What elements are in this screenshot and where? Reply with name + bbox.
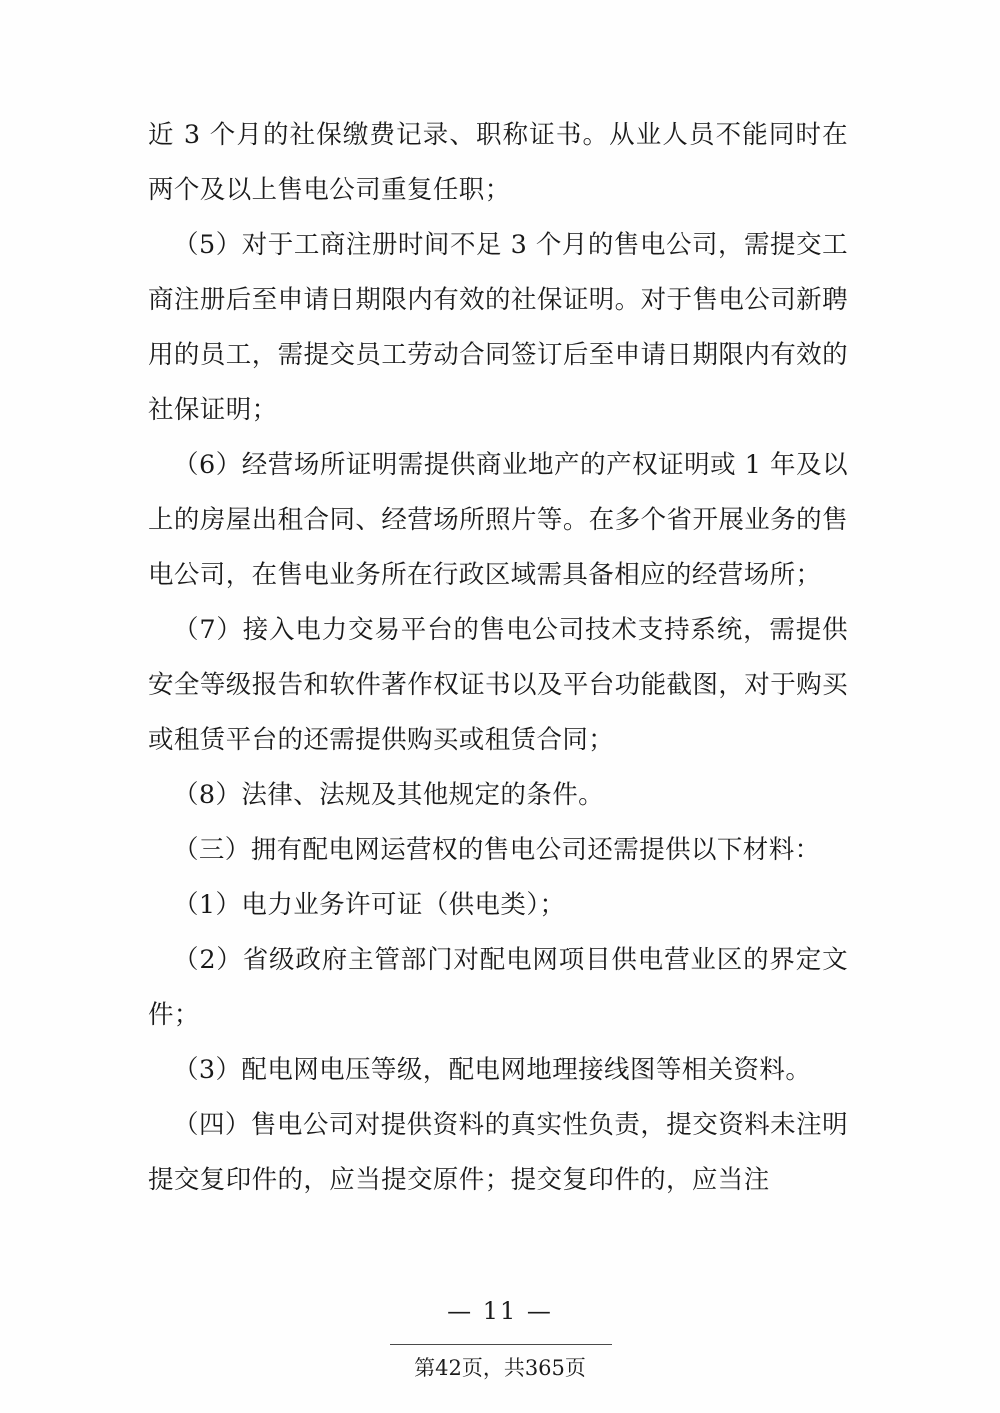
paragraph: （7）接入电力交易平台的售电公司技术支持系统，需提供安全等级报告和软件著作权证书以及平台功能截图，对于购买或租赁平台的还需提供购买或租赁合同； [148, 615, 848, 755]
document-body [148, 108, 848, 1208]
paragraph: 近 3 个月的社保缴费记录、职称证书。从业人员不能同时在两个及以上售电公司重复任职； [148, 120, 848, 205]
page-number: — 11 — [447, 1297, 553, 1325]
paragraph: （8）法律、法规及其他规定的条件。 [173, 780, 605, 810]
paragraph: （6）经营场所证明需提供商业地产的产权证明或 1 年及以上的房屋出租合同、经营场所照片等。在多个省开展业务的售电公司，在售电业务所在行政区域需具备相应的经营场所； [148, 450, 848, 590]
footer-divider [390, 1344, 612, 1345]
paragraph: （5）对于工商注册时间不足 3 个月的售电公司，需提交工商注册后至申请日期限内有效的社保证明。对于售电公司新聘用的员工，需提交员工劳动合同签订后至申请日期限内有效的社保证明； [148, 230, 848, 425]
paragraph: （3）配电网电压等级，配电网地理接线图等相关资料。 [173, 1055, 812, 1085]
paragraph: （三）拥有配电网运营权的售电公司还需提供以下材料： [173, 835, 821, 865]
paragraph: （四）售电公司对提供资料的真实性负责，提交资料未注明提交复印件的，应当提交原件；提交复印件的，应当注 [148, 1110, 848, 1195]
paragraph: （2）省级政府主管部门对配电网项目供电营业区的界定文件； [148, 945, 848, 1030]
paragraph: （1）电力业务许可证（供电类）； [173, 890, 566, 920]
page-count-label: 第42页，共365页 [414, 1356, 586, 1380]
